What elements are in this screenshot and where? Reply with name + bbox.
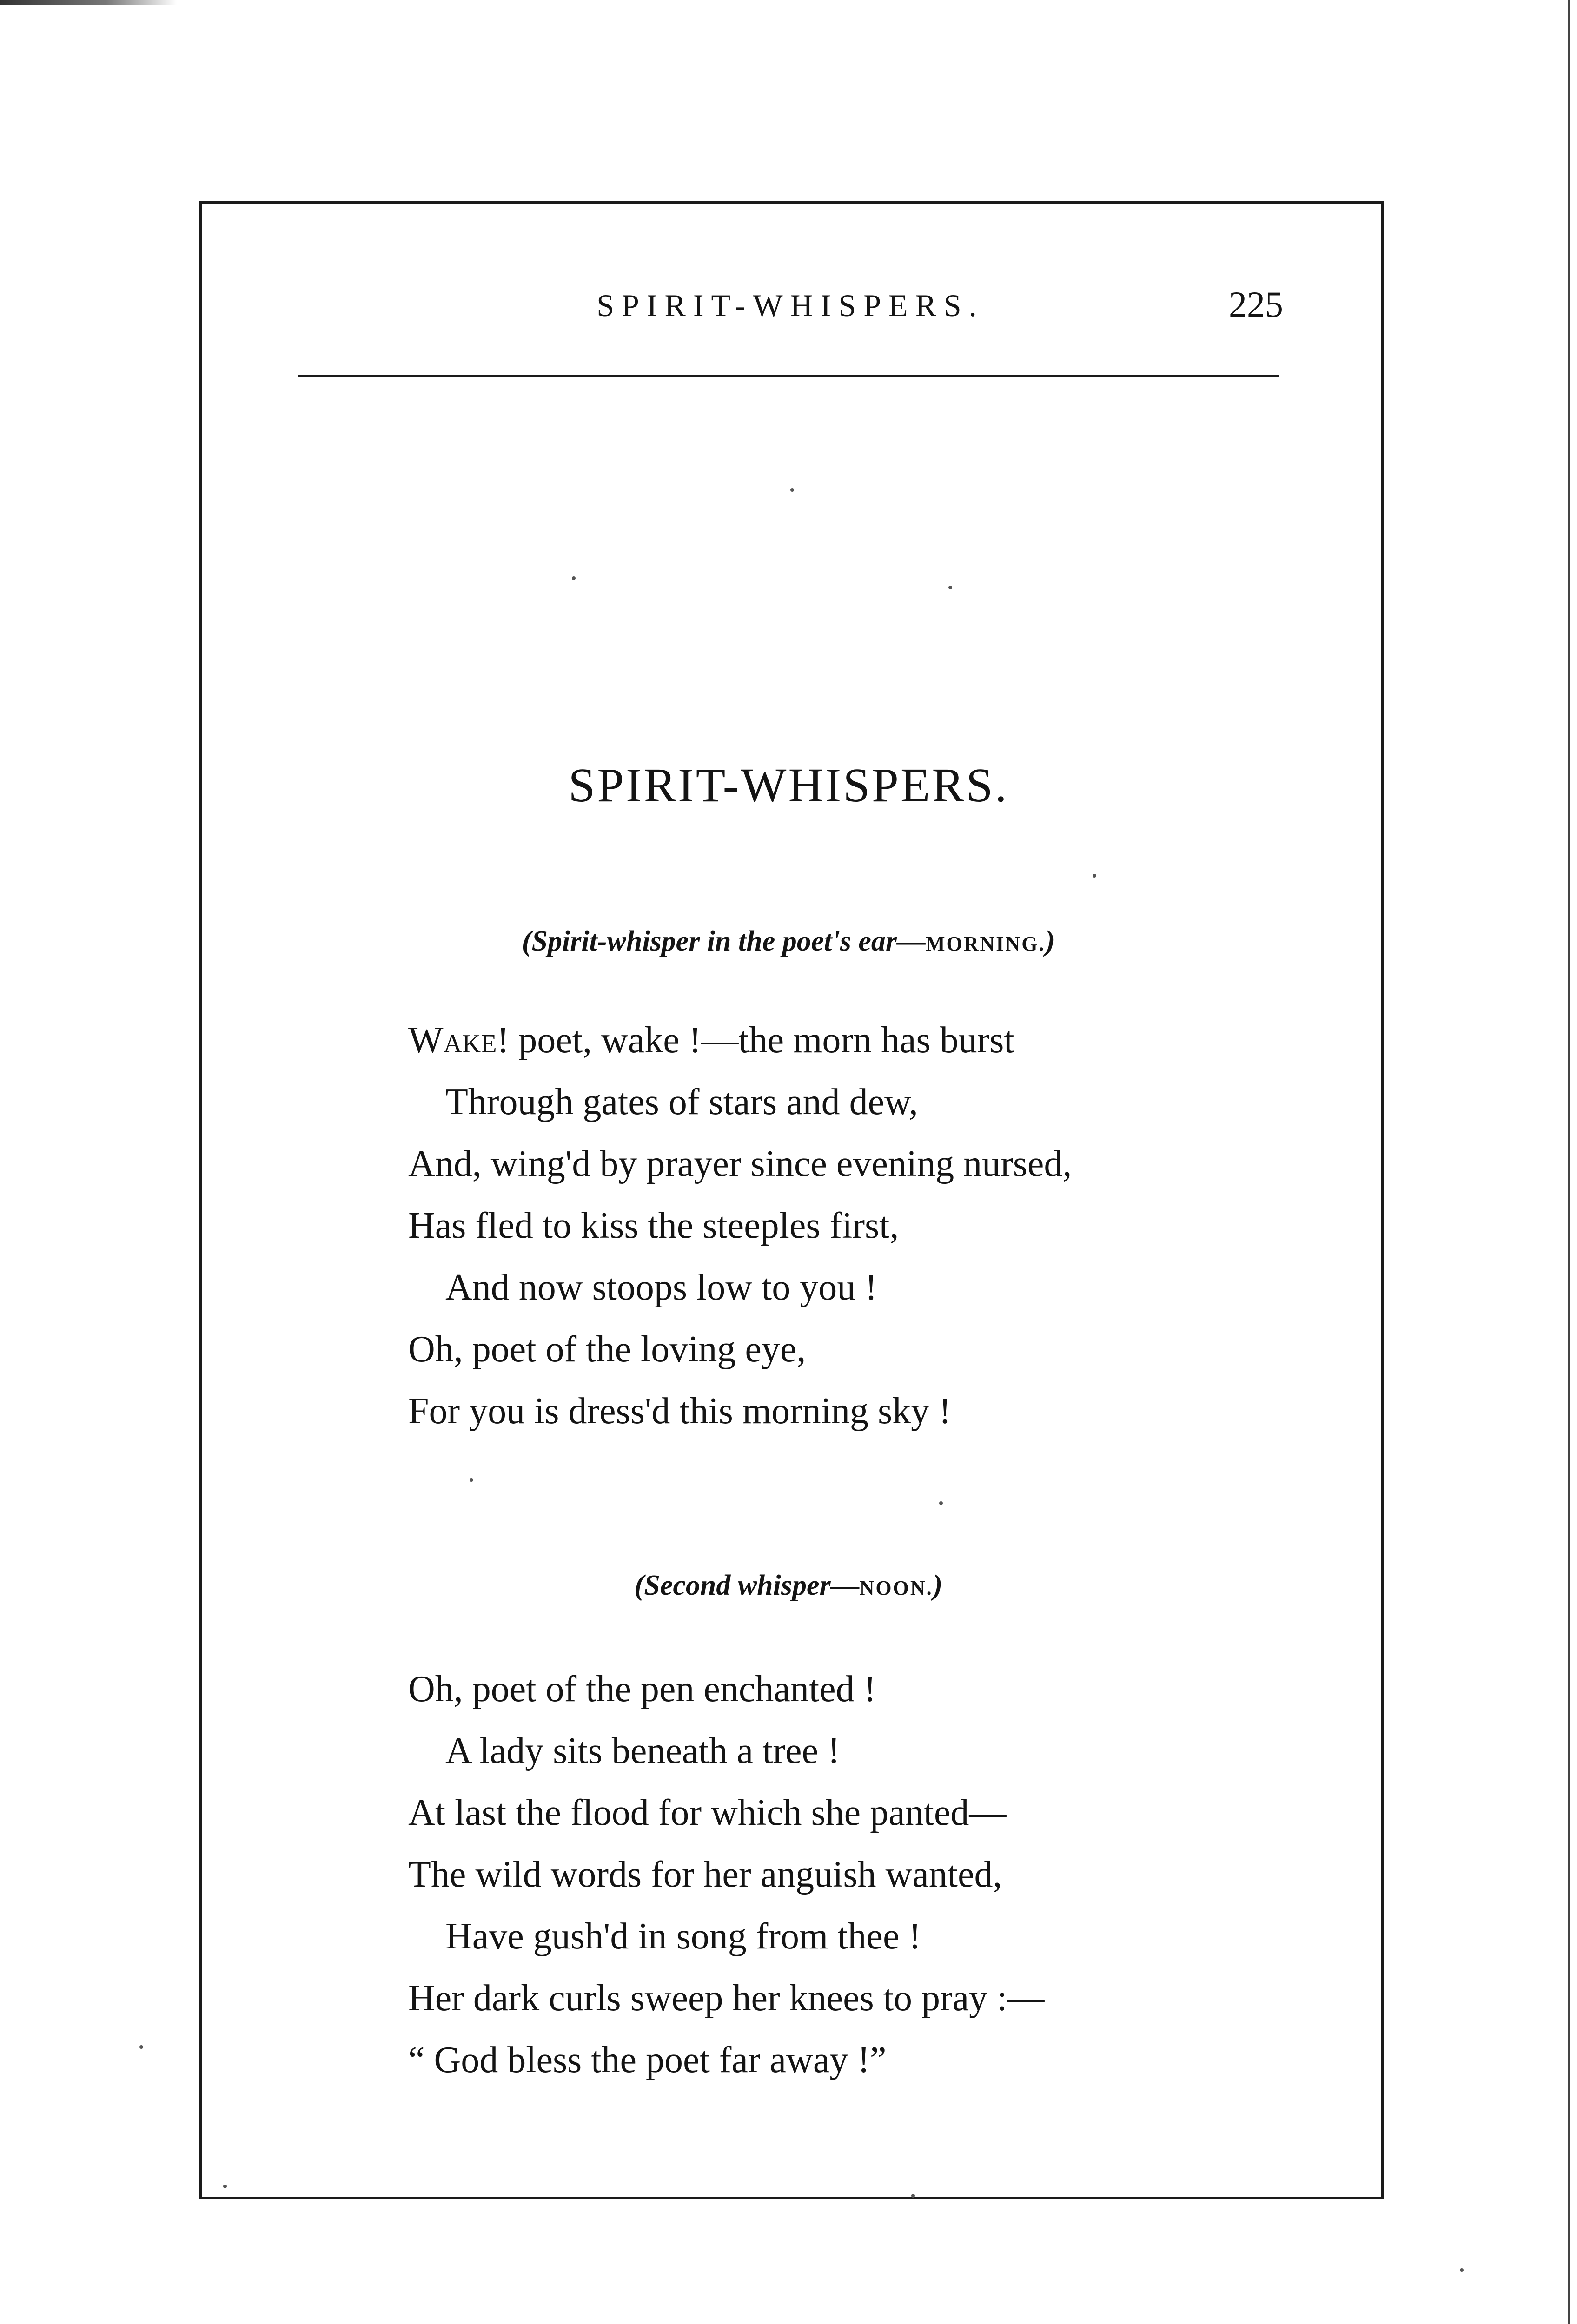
verse-line-rest: ! poet, wake !—the morn has burst xyxy=(497,1020,1014,1061)
section-heading-caps: MORNING. xyxy=(926,932,1046,955)
scan-speck xyxy=(470,1478,473,1482)
scan-speck xyxy=(911,2194,915,2198)
scan-speck xyxy=(572,576,576,580)
verse-line: The wild words for her anguish wanted, xyxy=(408,1854,1002,1895)
running-title: SPIRIT-WHISPERS. xyxy=(596,288,984,323)
scan-speck xyxy=(139,2045,143,2049)
section-heading-morning xyxy=(0,925,1577,958)
scan-edge-line xyxy=(1568,0,1570,2324)
verse-line: Has fled to kiss the steeples first, xyxy=(408,1205,899,1246)
section-heading-text: (Spirit-whisper in the poet's ear— xyxy=(522,925,926,957)
verse-line: Oh, poet of the pen enchanted ! xyxy=(408,1669,876,1710)
scan-speck xyxy=(1460,2268,1464,2272)
opening-word: Wake xyxy=(408,1020,497,1061)
section-heading-caps: NOON. xyxy=(859,1577,933,1599)
verse-line: A lady sits beneath a tree ! xyxy=(445,1730,840,1771)
scan-speck xyxy=(939,1501,943,1505)
verse-line xyxy=(408,1010,1292,1071)
section-heading-close: ) xyxy=(933,1570,943,1601)
stanza-morning xyxy=(408,1010,1292,1442)
verse-line: Oh, poet of the loving eye, xyxy=(408,1329,806,1370)
section-heading-text: (Second whisper— xyxy=(634,1570,860,1601)
scan-speck xyxy=(948,586,952,589)
verse-line: Have gush'd in song from thee ! xyxy=(445,1916,921,1957)
poem-title: SPIRIT-WHISPERS. xyxy=(568,759,1009,812)
scan-speck xyxy=(790,488,794,492)
verse-line: For you is dress'd this morning sky ! xyxy=(408,1391,951,1432)
stanza-noon xyxy=(408,1658,1292,2091)
verse-line: And, wing'd by prayer since evening nursed, xyxy=(408,1143,1072,1184)
scan-speck xyxy=(1093,874,1096,878)
verse-line: And now stoops low to you ! xyxy=(445,1267,877,1308)
scan-edge-mark xyxy=(0,0,177,5)
section-heading-noon xyxy=(0,1569,1577,1602)
section-heading-close: ) xyxy=(1045,925,1055,957)
verse-line: At last the flood for which she panted— xyxy=(408,1792,1007,1833)
verse-line: “ God bless the poet far away !” xyxy=(408,2040,887,2080)
verse-line: Through gates of stars and dew, xyxy=(445,1082,918,1122)
scan-speck xyxy=(223,2185,227,2188)
header-rule xyxy=(298,375,1279,377)
page-number: 225 xyxy=(1229,284,1283,324)
running-header xyxy=(298,279,1283,339)
verse-line: Her dark curls sweep her knees to pray :— xyxy=(408,1978,1045,2019)
